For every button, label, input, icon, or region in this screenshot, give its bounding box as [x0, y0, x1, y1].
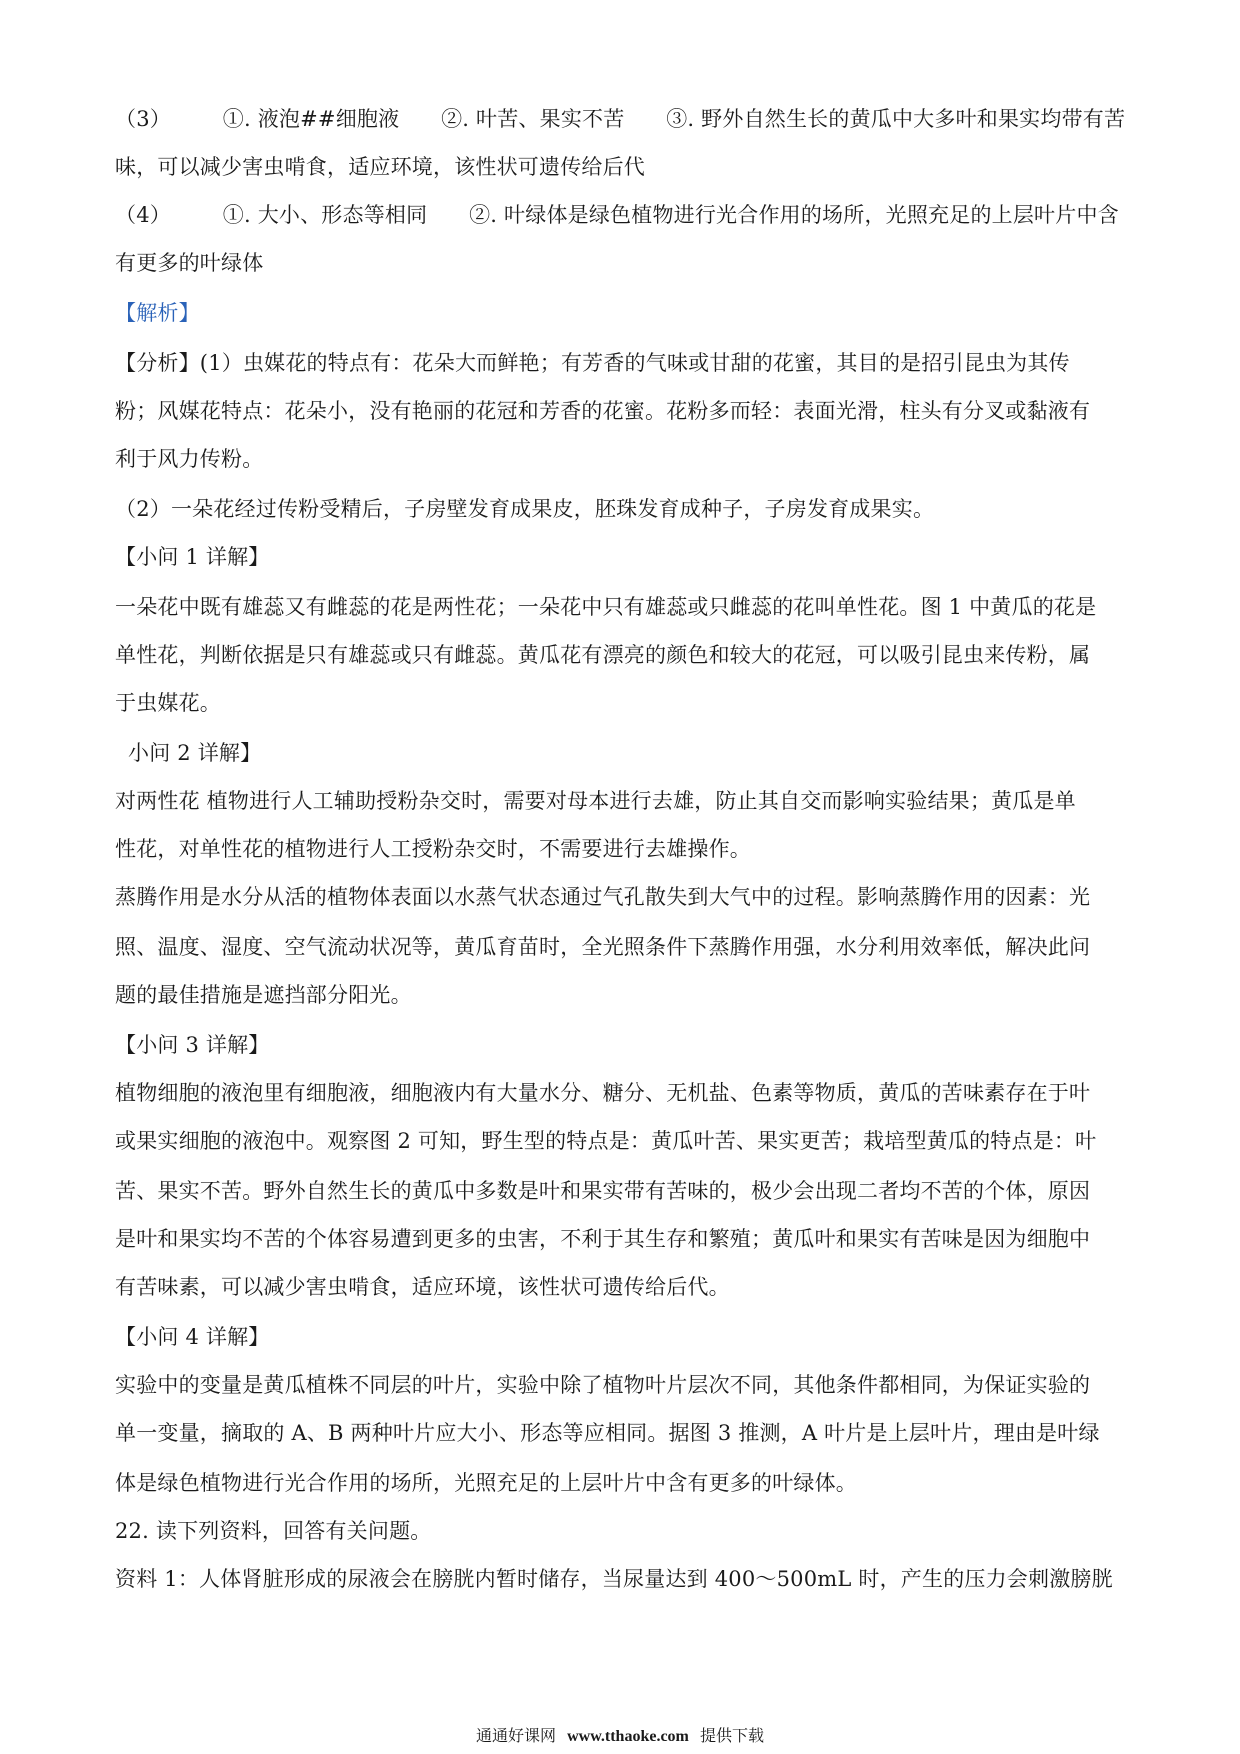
footer-url-link[interactable]: www.tthaoke.com	[567, 1728, 689, 1745]
body-line: 照、温度、湿度、空气流动状况等，黄瓜育苗时，全光照条件下蒸腾作用强，水分利用效率低，解决此问	[115, 935, 1091, 959]
body-line: （2）一朵花经过传粉受精后，子房壁发育成果皮，胚珠发育成种子，子房发育成果实。	[115, 497, 935, 521]
body-line: 一朵花中既有雄蕊又有雌蕊的花是两性花；一朵花中只有雄蕊或只雌蕊的花叫单性花。图 1 中黄瓜的花是	[115, 595, 1097, 619]
answer-4-part-2: ②. 叶绿体是绿色植物进行光合作用的场所，光照充足的上层叶片中含	[469, 203, 1119, 227]
answer-4-row	[115, 200, 1135, 230]
subquestion-heading: 小问 2 详解】	[128, 741, 262, 765]
answer-3-part-1: ①. 液泡##细胞液	[222, 107, 400, 131]
body-line: 于虫媒花。	[115, 691, 221, 715]
subquestion-heading: 【小问 3 详解】	[115, 1033, 270, 1057]
body-line: 对两性花 植物进行人工辅助授粉杂交时，需要对母本进行去雄，防止其自交而影响实验结果；黄瓜是单	[115, 789, 1076, 813]
analysis-heading: 【解析】	[115, 301, 200, 325]
body-line: 蒸腾作用是水分从活的植物体表面以水蒸气状态通过气孔散失到大气中的过程。影响蒸腾作用的因素：光	[115, 885, 1091, 909]
answer-4-continuation: 有更多的叶绿体	[115, 251, 264, 275]
footer-suffix: 提供下载	[699, 1726, 764, 1745]
body-line: 体是绿色植物进行光合作用的场所，光照充足的上层叶片中含有更多的叶绿体。	[115, 1471, 857, 1495]
body-line: 或果实细胞的液泡中。观察图 2 可知，野生型的特点是：黄瓜叶苦、果实更苦；栽培型黄瓜的特点是：叶	[115, 1129, 1097, 1153]
answer-3-part-2: ②. 叶苦、果实不苦	[441, 107, 625, 131]
question-22-title: 22. 读下列资料，回答有关问题。	[115, 1519, 432, 1543]
footer-site-name: 通通好课网	[476, 1726, 557, 1745]
body-line: 【分析】(1）虫媒花的特点有：花朵大而鲜艳；有芳香的气味或甘甜的花蜜，其目的是招引昆虫为其传	[115, 351, 1070, 375]
body-line: 单性花，判断依据是只有雄蕊或只有雌蕊。黄瓜花有漂亮的颜色和较大的花冠，可以吸引昆虫来传粉，属	[115, 643, 1091, 667]
answer-4-part-1: ①. 大小、形态等相同	[222, 203, 428, 227]
answer-4-number: （4）	[115, 203, 171, 227]
body-line: 是叶和果实均不苦的个体容易遭到更多的虫害，不利于其生存和繁殖；黄瓜叶和果实有苦味是因为细胞中	[115, 1227, 1091, 1251]
body-line: 性花，对单性花的植物进行人工授粉杂交时，不需要进行去雄操作。	[115, 837, 751, 861]
page-footer	[0, 1725, 1240, 1748]
body-line: 单一变量，摘取的 A、B 两种叶片应大小、形态等应相同。据图 3 推测，A 叶片是上层叶片，理由是叶绿	[115, 1421, 1100, 1445]
answer-3-row	[115, 104, 1135, 134]
body-line: 题的最佳措施是遮挡部分阳光。	[115, 983, 412, 1007]
body-line: 植物细胞的液泡里有细胞液，细胞液内有大量水分、糖分、无机盐、色素等物质，黄瓜的苦味素存在于叶	[115, 1081, 1091, 1105]
body-line: 有苦味素，可以减少害虫啃食，适应环境，该性状可遗传给后代。	[115, 1275, 730, 1299]
body-line: 利于风力传粉。	[115, 447, 264, 471]
body-line: 粉；风媒花特点：花朵小，没有艳丽的花冠和芳香的花蜜。花粉多而轻：表面光滑，柱头有分叉或黏液有	[115, 399, 1091, 423]
answer-3-continuation: 味，可以减少害虫啃食，适应环境，该性状可遗传给后代	[115, 155, 645, 179]
subquestion-heading: 【小问 1 详解】	[115, 545, 270, 569]
body-line: 苦、果实不苦。野外自然生长的黄瓜中多数是叶和果实带有苦味的，极少会出现二者均不苦的个体，原因	[115, 1179, 1091, 1203]
body-line: 实验中的变量是黄瓜植株不同层的叶片，实验中除了植物叶片层次不同，其他条件都相同，为保证实验的	[115, 1373, 1091, 1397]
answer-3-number: （3）	[115, 107, 171, 131]
answer-3-part-3: ③. 野外自然生长的黄瓜中大多叶和果实均带有苦	[666, 107, 1126, 131]
subquestion-heading: 【小问 4 详解】	[115, 1325, 270, 1349]
body-line: 资料 1：人体肾脏形成的尿液会在膀胱内暂时储存，当尿量达到 400～500mL 时，产生的压力会刺激膀胱	[115, 1567, 1113, 1591]
